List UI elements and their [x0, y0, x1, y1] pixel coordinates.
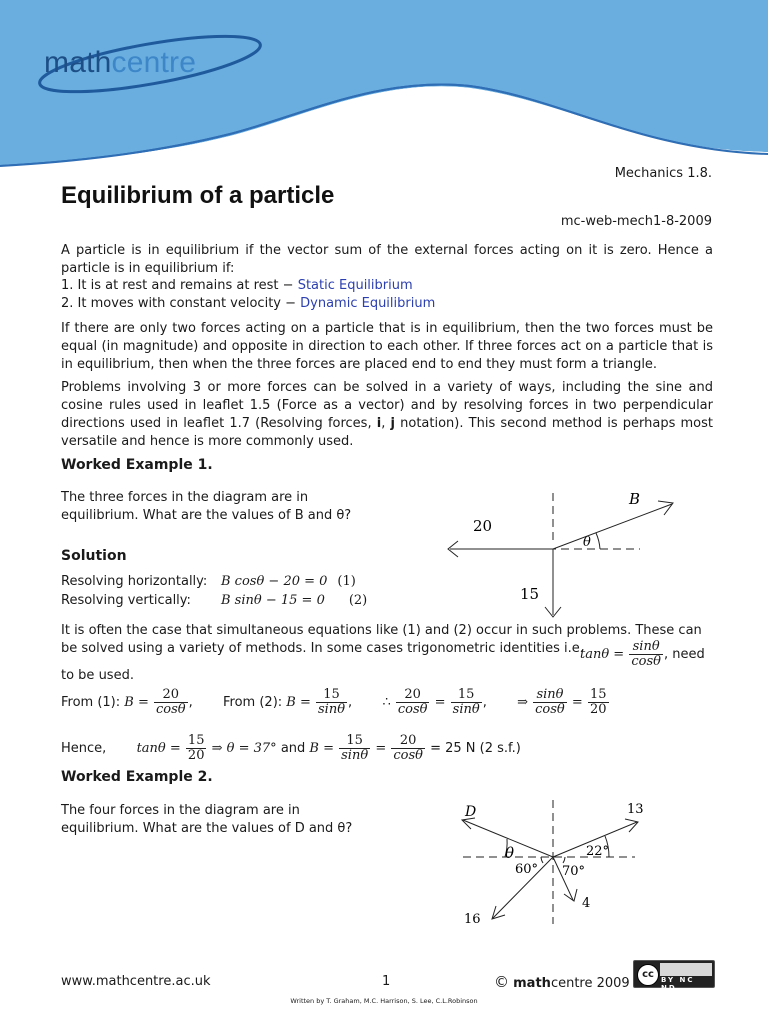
- resolve-horizontal: Resolving horizontally: B cosθ − 20 = 0 (1): [61, 574, 356, 589]
- dynamic-equilibrium-link[interactable]: Dynamic Equilibrium: [300, 296, 436, 311]
- static-equilibrium-link[interactable]: Static Equilibrium: [297, 278, 413, 293]
- label-70-deg: 70°: [562, 864, 586, 879]
- page-number: 1: [382, 974, 391, 989]
- header-wave-banner: [0, 0, 768, 175]
- authors-credit: Written by T. Graham, M.C. Harrison, S. Lee, C.L.Robinson: [290, 997, 478, 1005]
- label-15: 15: [520, 585, 540, 603]
- label-13: 13: [627, 802, 644, 817]
- cc-icon: cc: [637, 964, 659, 986]
- resolve-vertical: Resolving vertically: B sinθ − 15 = 0 (2): [61, 593, 368, 608]
- label-60-deg: 60°: [515, 862, 539, 877]
- example1-force-diagram: [440, 485, 690, 625]
- methods-paragraph: Problems involving 3 or more forces can be solved in a variety of ways, including the sine and cosine rules used in leaflet 1.5 (Force as a vector) and by resolving forces in two perpendicular directions used in leaflet 1.7 (Resolving forces, i, j notation). This second method is perhaps most versatile and hence is more commonly used.: [61, 380, 714, 449]
- page-title: Equilibrium of a particle: [61, 182, 335, 209]
- footer-copyright: © mathcentre 2009: [494, 973, 630, 991]
- document-id: mc-web-mech1-8-2009: [560, 214, 712, 229]
- cc-license-icons: [660, 963, 712, 976]
- footer-website-link[interactable]: www.mathcentre.ac.uk: [61, 974, 211, 989]
- label-B: B: [629, 490, 641, 508]
- label-D: D: [465, 804, 477, 820]
- solution-heading: Solution: [61, 548, 127, 564]
- label-20: 20: [473, 517, 493, 535]
- label-theta: θ: [583, 535, 591, 550]
- example1-heading: Worked Example 1.: [61, 457, 213, 473]
- intro-paragraph: A particle is in equilibrium if the vector sum of the external forces acting on it is zero. Hence a particle is in equilibrium if:: [61, 243, 713, 276]
- label-22-deg: 22°: [586, 844, 610, 859]
- creative-commons-badge: cc BY NC ND: [633, 960, 715, 988]
- tan-identity: tanθ = $\frac{\sin\theta}{\cos\theta}$ , need: [580, 639, 705, 669]
- mathcentre-logo: mathcentre: [44, 46, 197, 79]
- from-equations-row: From (1): B = $\frac{20}{\cos\theta}$ , From (2): B = $\frac{15}{\sin\theta}$ , ∴ $\frac{20}{\cos\theta}$ = $\frac{15}{\sin\theta}$ , ⇒ $\frac{\sin\theta}{\cos\theta}$ = $\frac{15}{20}$: [61, 687, 607, 717]
- example2-force-diagram: [455, 796, 655, 931]
- note-continuation: to be used.: [61, 668, 134, 683]
- two-forces-paragraph: If there are only two forces acting on a particle that is in equilibrium, then the two forces must be equal (in magnitude) and opposite in direction to each other. If three forces act on a particle that is in equilibrium, then when the three forces are placed end to end they must form a triangle.: [61, 321, 713, 372]
- list-item-dynamic: 2. It moves with constant velocity − Dynamic Equilibrium: [61, 296, 436, 311]
- label-16: 16: [464, 912, 481, 927]
- list-item-static: 1. It is at rest and remains at rest − Static Equilibrium: [61, 278, 413, 293]
- force-B-arrow: [553, 504, 672, 549]
- example1-question: The three forces in the diagram are in equilibrium. What are the values of B and θ?: [61, 490, 352, 523]
- leaflet-code: Mechanics 1.8.: [614, 166, 712, 181]
- note-paragraph: It is often the case that simultaneous equations like (1) and (2) occur in such problems. These can be solved using a variety of methods. In some cases trigonometric identities i.e.: [61, 623, 702, 656]
- example2-question: The four forces in the diagram are in equilibrium. What are the values of D and θ?: [61, 803, 353, 836]
- label-theta-2: θ: [505, 844, 515, 862]
- hence-row: Hence, tanθ = $\frac{15}{20}$ ⇒ θ = 37° and B = $\frac{15}{\sin\theta}$ = $\frac{20}{\cos\theta}$ = 25 N (2 s.f.): [61, 733, 521, 763]
- example2-heading: Worked Example 2.: [61, 769, 213, 785]
- label-4: 4: [582, 896, 591, 911]
